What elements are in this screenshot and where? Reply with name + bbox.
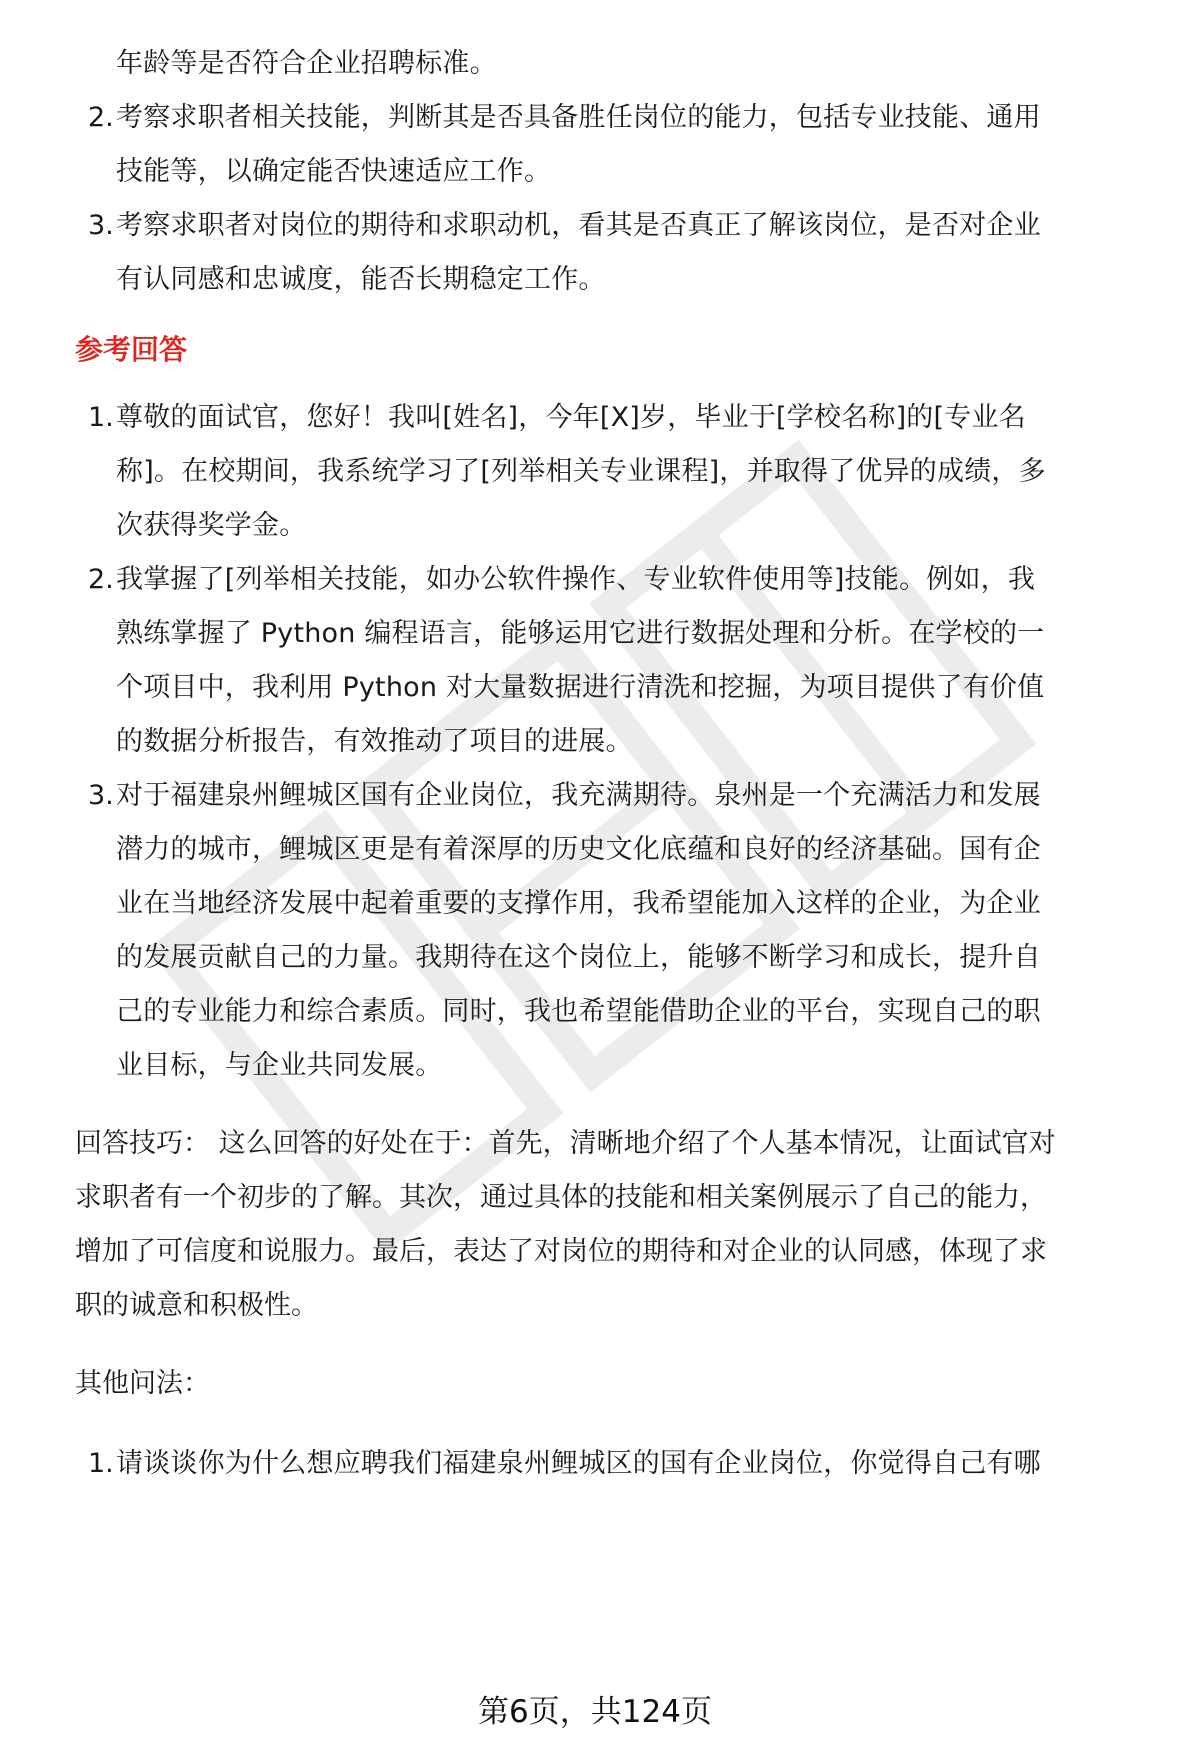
tips-line-4: 职的诚意和积极性。 — [75, 1290, 318, 1321]
other-item-1-number: 1. — [88, 1448, 114, 1479]
intro-item-2-line-1: 考察求职者相关技能，判断其是否具备胜任岗位的能力，包括专业技能、通用 — [116, 102, 1041, 133]
reference-item-2-line-3: 个项目中，我利用 Python 对大量数据进行清洗和挖掘，为项目提供了有价值 — [116, 672, 1045, 703]
reference-item-2-number: 2. — [88, 564, 114, 595]
intro-item-2-line-2: 技能等，以确定能否快速适应工作。 — [116, 156, 552, 187]
intro-line-1: 年龄等是否符合企业招聘标准。 — [116, 48, 497, 79]
other-item-1-line-1: 请谈谈你为什么想应聘我们福建泉州鲤城区的国有企业岗位，你觉得自己有哪 — [116, 1448, 1041, 1479]
reference-item-3-line-4: 的发展贡献自己的力量。我期待在这个岗位上，能够不断学习和成长，提升自 — [116, 942, 1041, 973]
reference-item-2-line-4: 的数据分析报告，有效推动了项目的进展。 — [116, 726, 633, 757]
reference-item-2-line-1: 我掌握了[列举相关技能，如办公软件操作、专业软件使用等]技能。例如，我 — [116, 564, 1036, 595]
reference-item-1-line-2: 称]。在校期间，我系统学习了[列举相关专业课程]，并取得了优异的成绩，多 — [116, 456, 1046, 487]
reference-item-3-line-6: 业目标，与企业共同发展。 — [116, 1050, 443, 1081]
tips-line-3: 增加了可信度和说服力。最后，表达了对岗位的期待和对企业的认同感，体现了求 — [75, 1236, 1047, 1267]
reference-item-1-line-3: 次获得奖学金。 — [116, 510, 307, 541]
page-number-footer: 第6页，共124页 — [478, 1694, 712, 1730]
tips-line-2: 求职者有一个初步的了解。其次，通过具体的技能和相关案例展示了自己的能力， — [75, 1182, 1047, 1213]
intro-item-3-number: 3. — [88, 210, 114, 241]
intro-item-2-number: 2. — [88, 102, 114, 133]
other-label: 其他问法： — [75, 1368, 210, 1399]
reference-item-3-line-5: 己的专业能力和综合素质。同时，我也希望能借助企业的平台，实现自己的职 — [116, 996, 1041, 1027]
intro-item-3-line-2: 有认同感和忠诚度，能否长期稳定工作。 — [116, 264, 606, 295]
reference-item-1-number: 1. — [88, 402, 114, 433]
reference-item-3-line-1: 对于福建泉州鲤城区国有企业岗位，我充满期待。泉州是一个充满活力和发展 — [116, 780, 1041, 811]
reference-heading: 参考回答 — [75, 333, 188, 366]
tips-line-1: 回答技巧： 这么回答的好处在于：首先，清晰地介绍了个人基本情况，让面试官对 — [75, 1128, 1056, 1159]
reference-item-1-line-1: 尊敬的面试官，您好！我叫[姓名]，今年[X]岁，毕业于[学校名称]的[专业名 — [116, 402, 1026, 433]
intro-item-3-line-1: 考察求职者对岗位的期待和求职动机，看其是否真正了解该岗位，是否对企业 — [116, 210, 1041, 241]
reference-item-2-line-2: 熟练掌握了 Python 编程语言，能够运用它进行数据处理和分析。在学校的一 — [116, 618, 1045, 649]
reference-item-3-number: 3. — [88, 780, 114, 811]
reference-item-3-line-2: 潜力的城市，鲤城区更是有着深厚的历史文化底蕴和良好的经济基础。国有企 — [116, 834, 1041, 865]
reference-item-3-line-3: 业在当地经济发展中起着重要的支撑作用，我希望能加入这样的企业，为企业 — [116, 888, 1041, 919]
